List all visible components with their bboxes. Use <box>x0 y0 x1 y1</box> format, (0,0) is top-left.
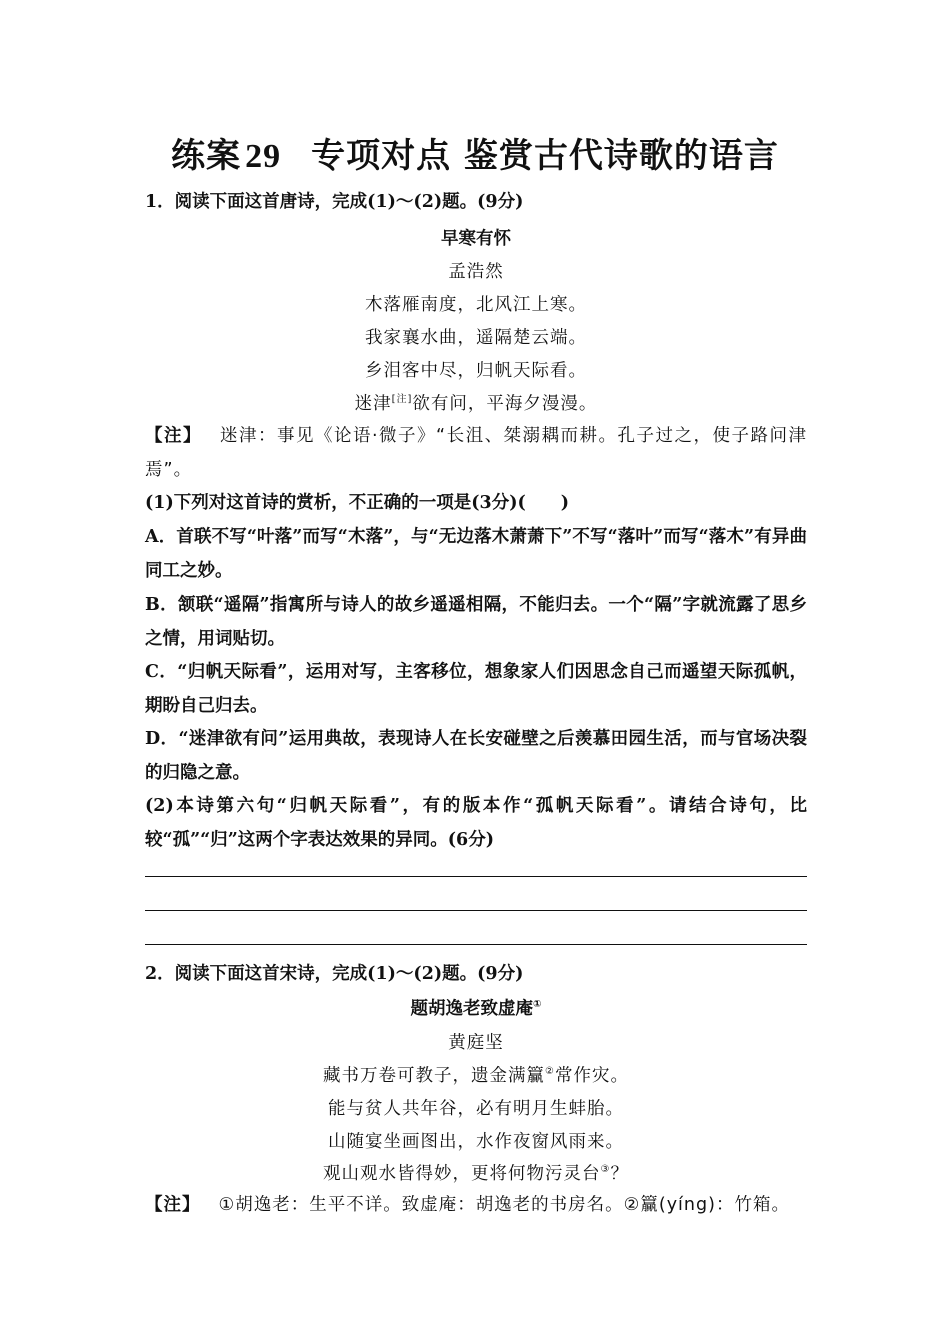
q2-poem-line-3: 山随宴坐画图出，水作夜窗风雨来。 <box>328 1132 624 1152</box>
title-prefix: 练案 <box>171 136 242 176</box>
q1-note-label: 【注】 <box>145 426 202 446</box>
title-text: 专项对点 鉴赏古代诗歌的语言 <box>311 136 779 176</box>
q2-poem-author: 黄庭坚 <box>448 1033 504 1053</box>
q1-poem-line-3: 乡泪客中尽，归帆天际看。 <box>365 361 587 381</box>
q2-line4-part-b: ？ <box>610 1164 629 1184</box>
page-title <box>0 128 950 177</box>
q1-poem-author: 孟浩然 <box>448 262 504 282</box>
q2-line1-part-a: 藏书万卷可教子，遗金满 <box>323 1066 527 1086</box>
answer-line[interactable] <box>145 910 807 911</box>
answer-line[interactable] <box>145 876 807 877</box>
q2-poem-title <box>145 995 807 1020</box>
q1-option-c: C．“归帆天际看”，运用对写，主客移位，想象家人们因思念自己而遥望天际孤帆，期盼自己归去。 <box>145 662 807 716</box>
q1-poem-title: 早寒有怀 <box>441 229 511 249</box>
q2-line1-part-b: 常作灾。 <box>554 1066 629 1086</box>
q2-title-footnote-marker: ① <box>533 999 542 1011</box>
q1-poem-line-4 <box>145 390 807 415</box>
q2-poem-line-4 <box>145 1160 807 1185</box>
q1-sub-question-2: (2)本诗第六句“归帆天际看”，有的版本作“孤帆天际看”。请结合诗句，比较“孤”“归”这两个字表达效果的异同。(6分) <box>145 796 807 850</box>
q1-poem-line-2: 我家襄水曲，遥隔楚云端。 <box>365 328 587 348</box>
q2-line4-part-a: 观山观水皆得妙，更将何物污灵台 <box>323 1164 601 1184</box>
q2-note-label: 【注】 <box>145 1195 201 1215</box>
q2-footnote-marker: ③ <box>600 1164 611 1176</box>
q2-poem-line-1 <box>145 1062 807 1087</box>
q1-option-d: D．“迷津欲有问”运用典故，表现诗人在长安碰壁之后羡慕田园生活，而与官场决裂的归隐之意。 <box>145 729 807 783</box>
q1-sub-question-1: (1)下列对这首诗的赏析，不正确的一项是(3分)( ) <box>145 493 570 513</box>
q1-line4-part-a: 迷津 <box>354 394 392 414</box>
q1-option-a: A．首联不写“叶落”而写“木落”，与“无边落木萧萧下”不写“落叶”而写“落木”有异曲同工之妙。 <box>145 527 807 581</box>
q1-line4-part-b: 欲有问，平海夕漫漫。 <box>412 394 598 414</box>
q1-note <box>145 419 807 487</box>
q1-poem-line-1: 木落雁南度，北风江上寒。 <box>365 295 587 315</box>
title-number: 29 <box>245 138 282 175</box>
q2-note-text: ①胡逸老：生平不详。致虚庵：胡逸老的书房名。②籯(yíng)：竹箱。 <box>218 1195 790 1215</box>
q1-intro: 1．阅读下面这首唐诗，完成(1)～(2)题。(9分) <box>145 192 524 212</box>
q2-intro: 2．阅读下面这首宋诗，完成(1)～(2)题。(9分) <box>145 964 524 984</box>
q1-option-b: B．颔联“遥隔”指寓所与诗人的故乡遥遥相隔，不能归去。一个“隔”字就流露了思乡之情，用词贴切。 <box>145 595 807 649</box>
q2-poem-title-text: 题胡逸老致虚庵 <box>410 999 534 1019</box>
answer-line[interactable] <box>145 944 807 945</box>
q1-note-text: 迷津：事见《论语·微子》“长沮、桀溺耦而耕。孔子过之，使子路问津焉”。 <box>145 426 807 480</box>
q2-poem-line-2: 能与贫人共年谷，必有明月生蚌胎。 <box>328 1099 624 1119</box>
q2-footnote-marker: ② <box>545 1066 555 1078</box>
q2-note <box>145 1188 807 1222</box>
q2-rare-char: 籯 <box>526 1066 546 1086</box>
q1-footnote-marker: [注] <box>391 394 413 406</box>
